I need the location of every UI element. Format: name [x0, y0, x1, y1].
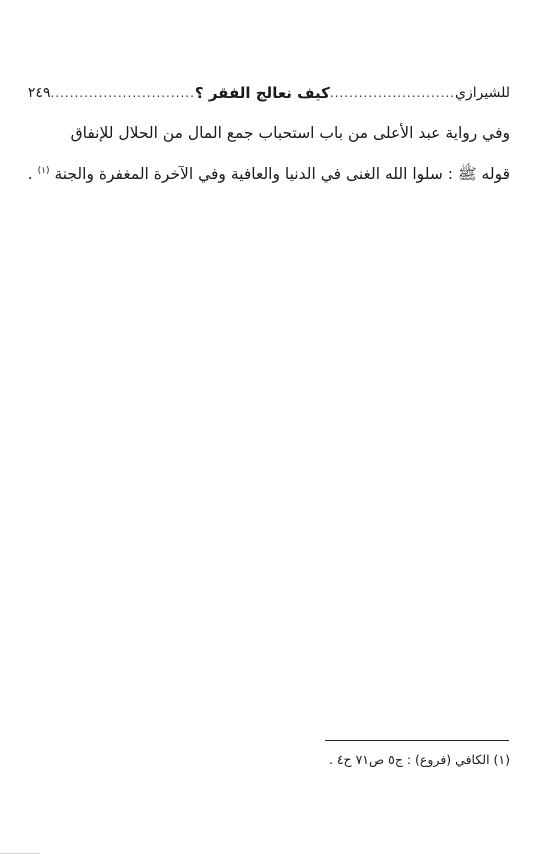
body-line-2-text: قوله ﷺ : سلوا الله الغنى في الدنيا والعافية وفي الآخرة المغفرة والجنة	[54, 165, 510, 184]
chapter-title: كيف نعالج الفقر ؟	[194, 84, 330, 102]
footnote-marker: (١)	[37, 166, 50, 176]
running-author: للشيرازي	[455, 85, 510, 101]
footnote-1: (١) الكافي (فروع) : ج٥ ص٧١ ح٤ .	[328, 752, 510, 767]
body-line-2	[27, 152, 510, 193]
leader-dots-right: ..........................	[329, 86, 456, 100]
body-paragraph	[27, 114, 510, 193]
body-line-1: وفي رواية عبد الأعلى من باب استحباب جمع المال من الحلال للإنفاق	[70, 124, 510, 142]
page-number: ٢٤٩	[27, 85, 51, 101]
body-line-2-end: .	[27, 165, 33, 184]
running-header	[27, 80, 510, 106]
leader-dots-left: ..............................	[50, 86, 195, 100]
footnote-separator	[325, 740, 509, 741]
